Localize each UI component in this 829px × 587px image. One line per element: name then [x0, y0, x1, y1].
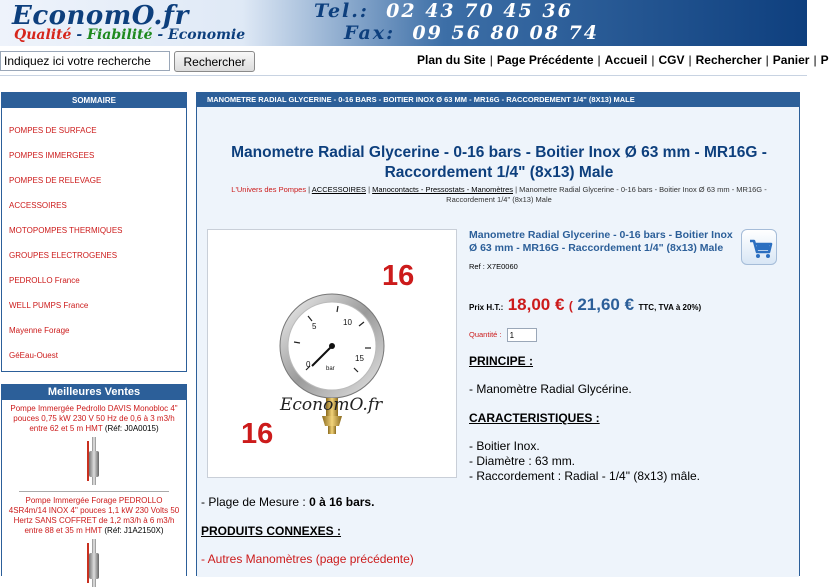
- product-info: [469, 229, 799, 484]
- pump-motor: [89, 553, 99, 579]
- range-badge-top: 16: [382, 260, 415, 292]
- best-sellers-panel: [1, 384, 187, 576]
- product-title: Manometre Radial Glycerine - 0-16 bars - Boitier Inox Ø 63 mm - MR16G - Raccordement 1/4" (8x13) Male: [231, 144, 767, 181]
- nav-sep: |: [688, 53, 692, 67]
- quantity-row: [469, 328, 799, 342]
- breadcrumb-sep: |: [365, 185, 373, 194]
- dial-unit: bar: [326, 366, 335, 372]
- product-details-below: [201, 495, 791, 567]
- search-bar: [0, 46, 829, 76]
- submersible-pump-image[interactable]: [87, 539, 101, 587]
- sommaire-item-mayenne-forage[interactable]: Mayenne Forage: [9, 326, 70, 335]
- search-input[interactable]: [0, 51, 170, 71]
- nav-sep: |: [597, 53, 601, 67]
- pump-motor: [89, 451, 99, 477]
- dial-label-5: 5: [312, 322, 317, 331]
- breadcrumb: [217, 185, 781, 205]
- product-info-title: Manometre Radial Glycerine - 0-16 bars - Boitier Inox Ø 63 mm - MR16G - Raccordement 1/4" (8x13) Male: [469, 229, 733, 254]
- breadcrumb-current: Manometre Radial Glycerine - 0-16 bars - Boitier Inox Ø 63 mm - MR16G - Raccordement 1/4" (8x13) Male: [446, 185, 767, 204]
- breadcrumb-home[interactable]: L'Univers des Pompes: [231, 185, 307, 194]
- site-logo[interactable]: EconomO.fr: [12, 1, 189, 31]
- breadcrumb-accessoires[interactable]: ACCESSOIRES: [311, 185, 366, 194]
- watermark: EconomO.fr: [280, 395, 383, 415]
- dial-label-15: 15: [355, 354, 364, 363]
- slogan-economy: Economie: [168, 27, 246, 43]
- shopping-cart-icon: [742, 230, 778, 266]
- phone-value: 02 43 70 45 36: [386, 0, 573, 22]
- header-banner: [0, 0, 807, 46]
- nav-plan-du-site[interactable]: Plan du Site: [417, 53, 486, 67]
- price-paren: (: [568, 299, 573, 313]
- price-ttc-note: TTC, TVA à 20%): [638, 303, 702, 312]
- nav-accueil[interactable]: Accueil: [604, 53, 648, 67]
- sommaire-item-pompes-immergees[interactable]: POMPES IMMERGEES: [9, 151, 95, 160]
- dial-label-10: 10: [343, 318, 352, 327]
- best-seller-item[interactable]: [2, 492, 186, 587]
- sommaire-list: [2, 108, 186, 376]
- main-title-bar: MANOMETRE RADIAL GLYCERINE - 0-16 BARS - BOITIER INOX Ø 63 MM - MR16G - RACCORDEMENT 1/4" (8X13) MALE: [197, 93, 799, 107]
- best-sellers-title: Meilleures Ventes: [2, 385, 186, 400]
- product-area: [197, 107, 799, 577]
- produits-connexes-heading: PRODUITS CONNEXES :: [201, 524, 342, 538]
- slogan-quality: Qualité: [14, 27, 72, 43]
- nav-sep: |: [765, 53, 769, 67]
- sommaire-panel: [1, 92, 187, 372]
- top-navigation: [417, 53, 829, 67]
- caracteristique-item: - Boitier Inox.: [469, 439, 540, 453]
- sommaire-item-pompes-de-relevage[interactable]: POMPES DE RELEVAGE: [9, 176, 102, 185]
- nav-sep: |: [813, 53, 817, 67]
- nav-sep: |: [651, 53, 655, 67]
- slogan-sep-2: -: [152, 27, 169, 43]
- sommaire-item-groupes-electrogenes[interactable]: GROUPES ELECTROGENES: [9, 251, 118, 260]
- breadcrumb-sep: |: [306, 185, 312, 194]
- slogan-reliability: Fiabilité: [87, 27, 153, 43]
- breadcrumb-sep: |: [513, 185, 520, 194]
- plage-prefix: - Plage de Mesure :: [201, 495, 306, 509]
- plage-de-mesure: [201, 495, 791, 510]
- dial-label-0: 0: [306, 360, 311, 369]
- caracteristiques-list: [469, 439, 799, 484]
- nav-panier[interactable]: Panier: [772, 53, 810, 67]
- nav-sep: |: [489, 53, 493, 67]
- nav-rechercher[interactable]: Rechercher: [695, 53, 762, 67]
- search-button[interactable]: Rechercher: [174, 51, 255, 72]
- best-seller-text[interactable]: Pompe Immergée Forage PEDROLLO 4SR4m/14 INOX 4" pouces 1,1 kW 230 Volts 50 Hertz SANS COFFRET de 1,2 m3/h à 6 m3/h entre 88 et 35 m HMT: [8, 496, 180, 535]
- sommaire-item-well-pumps[interactable]: WELL PUMPS France: [9, 301, 89, 310]
- sommaire-title: SOMMAIRE: [2, 93, 186, 108]
- sommaire-item-pedrollo[interactable]: PEDROLLO France: [9, 276, 80, 285]
- principe-heading: PRINCIPE :: [469, 354, 534, 368]
- sommaire-item-pompes-de-surface[interactable]: POMPES DE SURFACE: [9, 126, 97, 135]
- nav-cgv[interactable]: CGV: [658, 53, 685, 67]
- phone-number: [314, 0, 573, 22]
- breadcrumb-manocontacts[interactable]: Manocontacts - Pressostats - Manomètres: [372, 185, 513, 194]
- slogan-sep-1: -: [71, 27, 88, 43]
- nav-page-precedente[interactable]: Page Précédente: [496, 53, 594, 67]
- best-seller-text[interactable]: Pompe Immergée Pedrollo DAVIS Monobloc 4" pouces 0,75 kW 230 V 50 Hz de 0,6 à 3 m3/h entre 62 et 5 m HMT: [10, 404, 178, 433]
- nav-truncated-item[interactable]: P: [820, 53, 829, 67]
- main-content: [196, 92, 800, 576]
- fax-label: Fax:: [344, 22, 396, 44]
- price-row: [469, 295, 799, 315]
- sommaire-item-geeau-ouest[interactable]: GéEau-Ouest: [9, 351, 58, 360]
- submersible-pump-image[interactable]: [87, 437, 101, 485]
- caracteristiques-heading: CARACTERISTIQUES :: [469, 411, 600, 425]
- fax-number: [344, 22, 599, 44]
- slogan: [14, 27, 245, 43]
- caracteristique-item: - Raccordement : Radial - 1/4" (8x13) mâle.: [469, 469, 701, 483]
- principe-text: - Manomètre Radial Glycérine.: [469, 382, 632, 396]
- quantity-input[interactable]: [507, 328, 537, 342]
- phone-label: Tel.:: [314, 0, 369, 22]
- best-seller-item[interactable]: [2, 400, 186, 485]
- price-ttc: 21,60 €: [577, 295, 635, 314]
- range-badge-bottom: 16: [241, 418, 274, 450]
- fax-value: 09 56 80 08 74: [412, 22, 600, 44]
- caracteristique-item: - Diamètre : 63 mm.: [469, 454, 576, 468]
- price-ht: 18,00 €: [507, 295, 565, 314]
- sommaire-item-motopompes[interactable]: MOTOPOMPES THERMIQUES: [9, 226, 123, 235]
- price-label: Prix H.T.:: [469, 303, 504, 312]
- product-image[interactable]: [207, 229, 457, 478]
- quantity-label: Quantité :: [469, 329, 502, 339]
- autres-manometres-link[interactable]: - Autres Manomètres (page précédente): [201, 552, 414, 566]
- best-seller-ref: (Réf: J0A0015): [104, 424, 159, 433]
- best-seller-ref: (Réf: J1A2150X): [104, 526, 164, 535]
- add-to-cart-button[interactable]: [741, 229, 777, 265]
- product-ref: Ref : X7E0060: [469, 262, 518, 271]
- plage-value: 0 à 16 bars.: [309, 495, 375, 509]
- sommaire-item-accessoires[interactable]: ACCESSOIRES: [9, 201, 67, 210]
